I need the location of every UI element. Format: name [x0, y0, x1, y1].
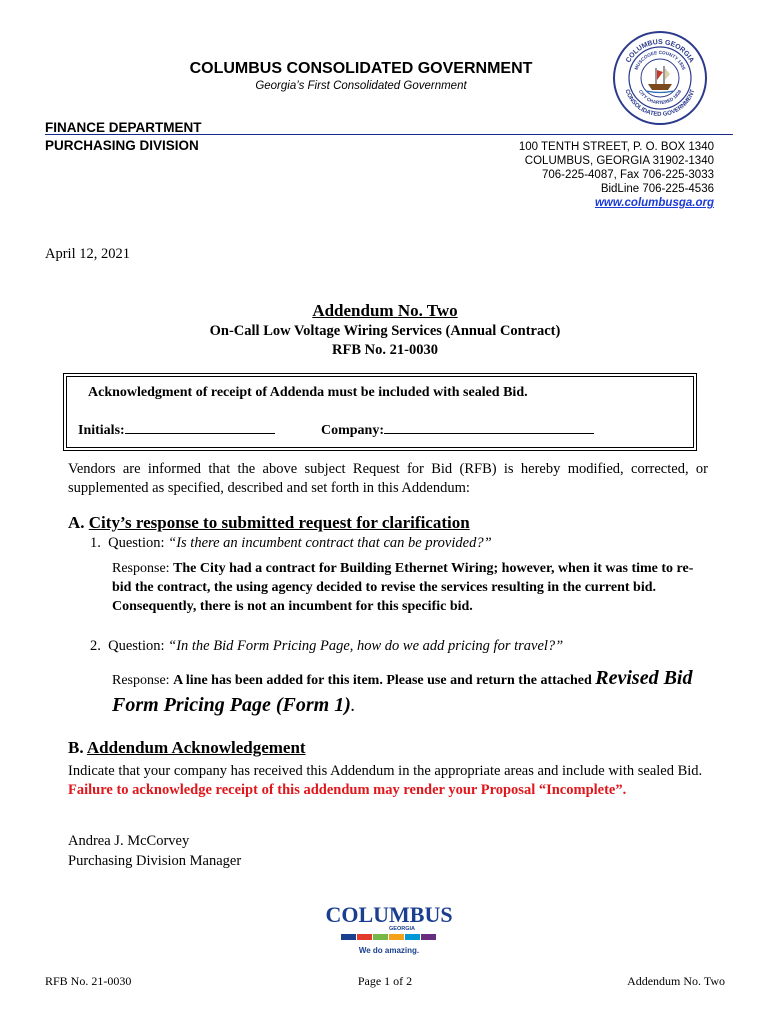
contract-title: On-Call Low Voltage Wiring Services (Annual Contract): [209, 323, 561, 339]
city-seal-logo: [612, 30, 708, 126]
section-a-letter: A.: [68, 513, 85, 532]
addendum-heading: [0, 300, 770, 360]
letter-date: April 12, 2021: [45, 246, 130, 262]
section-b-letter: B.: [68, 738, 84, 757]
acknowledgement-paragraph: [68, 762, 713, 800]
org-name: COLUMBUS CONSOLIDATED GOVERNMENT: [189, 60, 533, 77]
footer-page-number: Page 1 of 2: [357, 974, 413, 988]
logo-color-bar: [421, 934, 436, 940]
bidline-line: BidLine 706-225-4536: [600, 183, 714, 195]
logo-color-bar: [341, 934, 356, 940]
logo-color-bar: [405, 934, 420, 940]
signer-title: Purchasing Division Manager: [68, 853, 242, 869]
response-1: [112, 559, 706, 616]
initials-field[interactable]: [78, 420, 275, 439]
question-label: Question:: [108, 535, 165, 551]
logo-color-bars: [341, 934, 436, 940]
address-block: [519, 140, 714, 210]
section-b-heading: [68, 738, 306, 758]
section-a-title: City’s response to submitted request for clarification: [88, 513, 470, 532]
question-number: 1.: [90, 535, 101, 551]
section-a-heading: [68, 513, 470, 533]
division-name: PURCHASING DIVISION: [45, 138, 199, 153]
question-2: [90, 638, 563, 655]
logo-color-bar: [357, 934, 372, 940]
company-label: Company:: [321, 423, 385, 438]
initials-blank[interactable]: [125, 420, 275, 434]
rfb-number: RFB No. 21-0030: [332, 342, 438, 358]
department-name: FINANCE DEPARTMENT: [45, 120, 202, 135]
response-2: [112, 666, 712, 720]
section-b-title: Addendum Acknowledgement: [86, 738, 306, 757]
addendum-title: Addendum No. Two: [312, 301, 458, 320]
footer-addendum: Addendum No. Two: [627, 974, 725, 988]
response-text: The City had a contract for Building Ethernet Wiring; however, when it was time to re-bid the contract, the using agency decided to revise the services resulting in the current bid. Consequently, there is not an incumbent for this specific bid.: [112, 561, 694, 614]
svg-text:We do amazing.: We do amazing.: [358, 946, 420, 955]
question-label: Question:: [108, 638, 165, 654]
intro-paragraph: Vendors are informed that the above subject Request for Bid (RFB) is hereby modified, corrected, or supplemented as specified, described and set forth in this Addendum:: [68, 461, 708, 496]
org-tagline: Georgia’s First Consolidated Government: [255, 80, 467, 92]
question-number: 2.: [90, 638, 101, 654]
svg-text:CITY CHARTERED 1828: CITY CHARTERED 1828: [637, 88, 683, 106]
address-line: 100 TENTH STREET, P. O. BOX 1340: [518, 141, 714, 153]
phone-line: 706-225-4087, Fax 706-225-3033: [542, 169, 714, 181]
response-text: A line has been added for this item. Please use and return the attached: [173, 673, 592, 688]
question-text: “In the Bid Form Pricing Page, how do we add pricing for travel?”: [168, 638, 564, 654]
svg-text:MUSCOGEE COUNTY 1826: MUSCOGEE COUNTY 1826: [633, 49, 687, 71]
acknowledgement-text: Indicate that your company has received this Addendum in the appropriate areas and include with sealed Bid.: [68, 763, 703, 779]
logo-color-bar: [389, 934, 404, 940]
svg-text:COLUMBUS GEORGIA: COLUMBUS GEORGIA: [625, 38, 695, 64]
logo-color-bar: [373, 934, 388, 940]
revised-form-reference: Revised Bid Form Pricing Page (Form 1): [112, 667, 693, 716]
response-label: Response:: [112, 561, 170, 576]
address-line: COLUMBUS, GEORGIA 31902-1340: [524, 155, 714, 167]
svg-text:GEORGIA: GEORGIA: [389, 926, 415, 932]
response-label: Response:: [112, 673, 170, 688]
question-text: “Is there an incumbent contract that can be provided?”: [168, 535, 492, 551]
company-blank[interactable]: [384, 420, 594, 434]
signer-name: Andrea J. McCorvey: [68, 833, 190, 849]
footer-rfb-number: RFB No. 21-0030: [45, 974, 132, 988]
acknowledgment-instruction: Acknowledgment of receipt of Addenda must be included with sealed Bid.: [88, 385, 528, 400]
website-link[interactable]: www.columbusga.org: [594, 197, 714, 209]
svg-text:CONSOLIDATED GOVERNMENT: CONSOLIDATED GOVERNMENT: [623, 88, 697, 119]
question-1: [90, 535, 492, 552]
signature-block: [68, 831, 241, 871]
columbus-logo: [325, 900, 453, 956]
warning-text: Failure to acknowledge receipt of this addendum may render your Proposal “Incomplete”.: [68, 782, 627, 798]
response-end: .: [350, 700, 355, 715]
svg-text:COLUMBUS: COLUMBUS: [325, 902, 453, 927]
company-field[interactable]: [321, 420, 594, 439]
initials-label: Initials:: [78, 423, 125, 438]
